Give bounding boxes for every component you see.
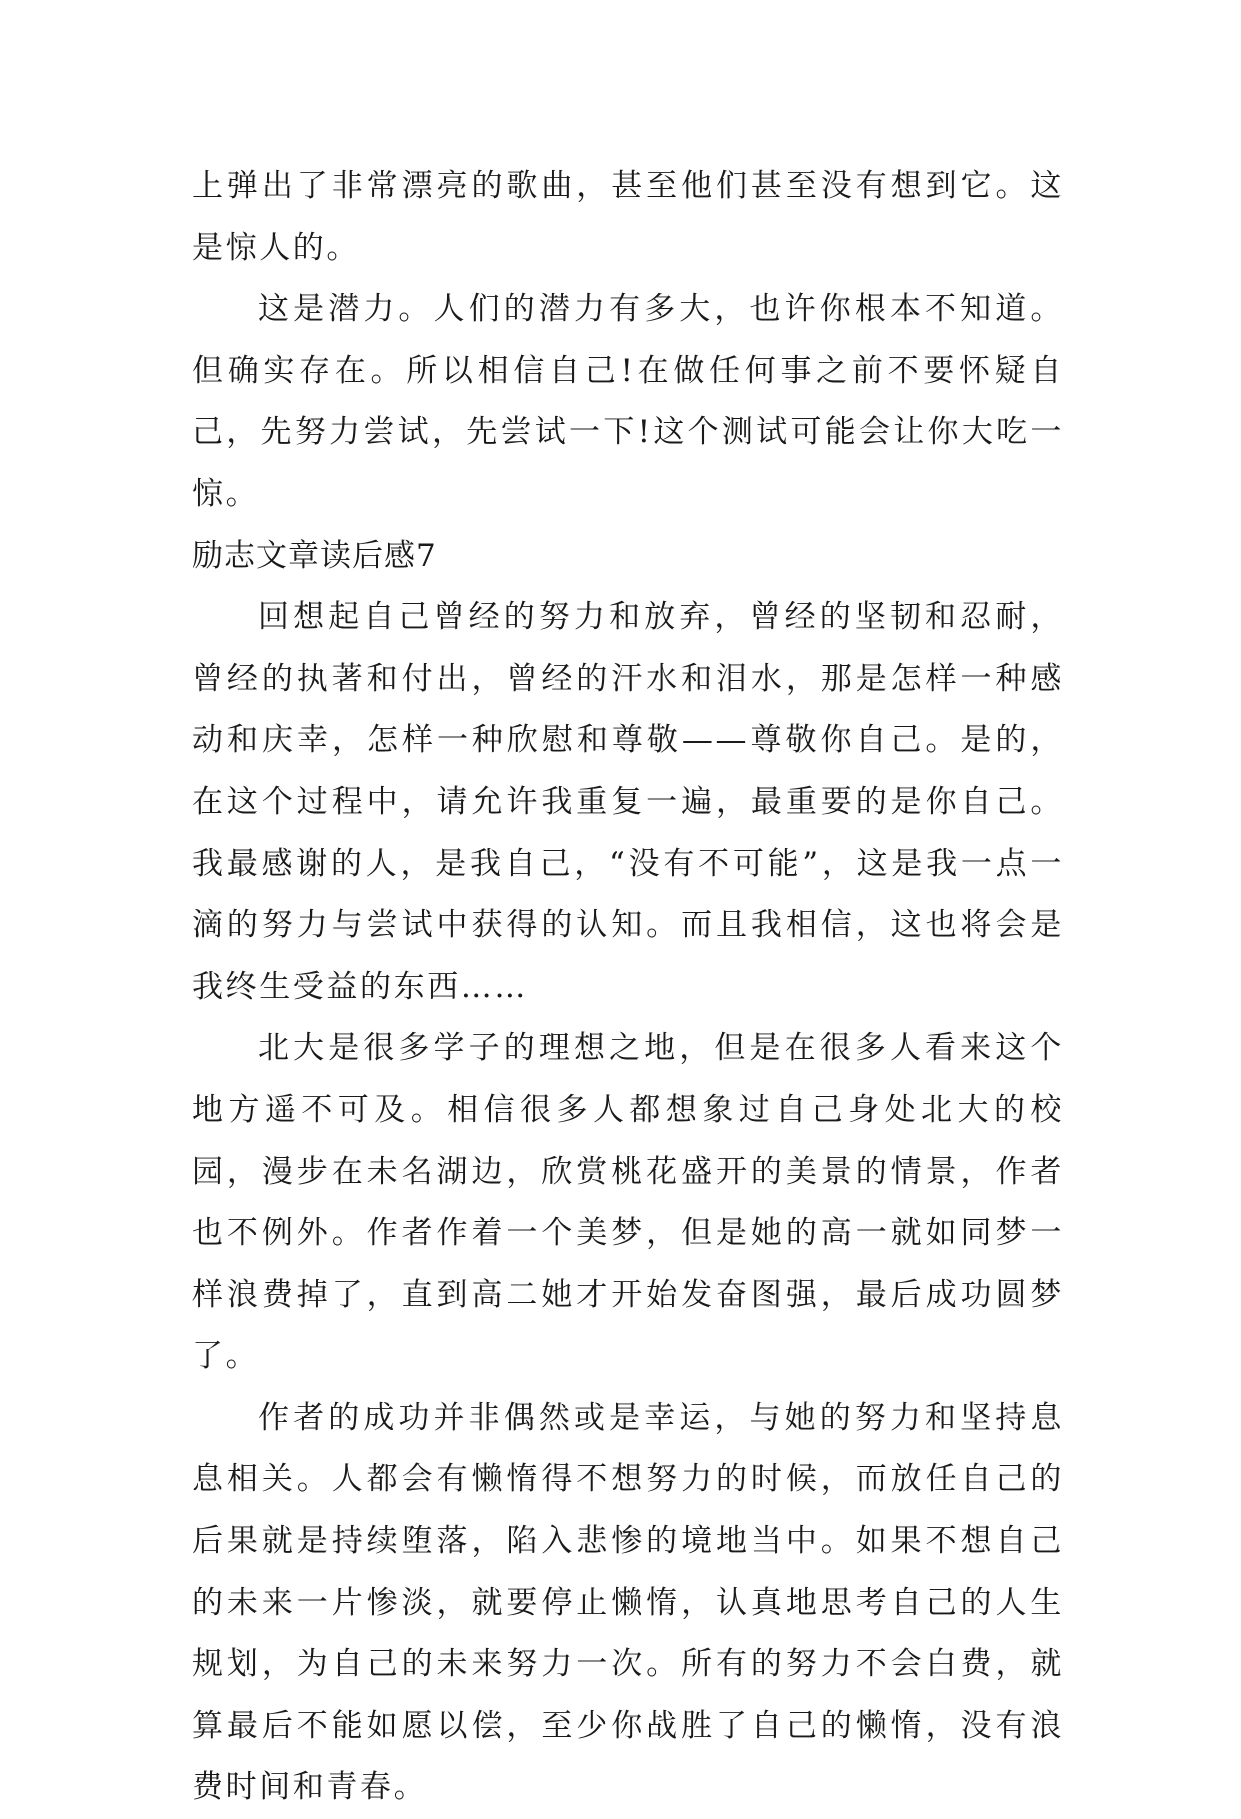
paragraph-continued: 上弹出了非常漂亮的歌曲，甚至他们甚至没有想到它。这是惊人的。 (192, 168, 1064, 266)
paragraph-peking-university: 北大是很多学子的理想之地，但是在很多人看来这个地方遥不可及。相信很多人都想象过自己身处北大的校园，漫步在未名湖边，欣赏桃花盛开的美景的情景，作者也不例外。作者作着一个美梦，但是她的高一就如同梦一样浪费掉了，直到高二她才开始发奋图强，最后成功圆梦了。 (192, 1030, 1064, 1375)
paragraph-conclusion: 作者的成功并非偶然或是幸运，与她的努力和坚持息息相关。人都会有懒惰得不想努力的时候，而放任自己的后果就是持续堕落，陷入悲惨的境地当中。如果不想自己的未来一片惨淡，就要停止懒惰，认真地思考自己的人生规划，为自己的未来努力一次。所有的努力不会白费，就算最后不能如愿以偿，至少你战胜了自己的懒惰，没有浪费时间和青春。 (192, 1399, 1064, 1806)
document-body (192, 156, 1064, 1819)
section-heading: 励志文章读后感7 (192, 537, 437, 574)
paragraph-potential: 这是潜力。人们的潜力有多大，也许你根本不知道。但确实存在。所以相信自己!在做任何事之前不要怀疑自己，先努力尝试，先尝试一下!这个测试可能会让你大吃一惊。 (192, 291, 1064, 512)
paragraph-reflection: 回想起自己曾经的努力和放弃，曾经的坚韧和忍耐，曾经的执著和付出，曾经的汗水和泪水，那是怎样一种感动和庆幸，怎样一种欣慰和尊敬——尊敬你自己。是的，在这个过程中，请允许我重复一遍，最重要的是你自己。我最感谢的人，是我自己，“没有不可能”，这是我一点一滴的努力与尝试中获得的认知。而且我相信，这也将会是我终生受益的东西…… (192, 599, 1064, 1005)
